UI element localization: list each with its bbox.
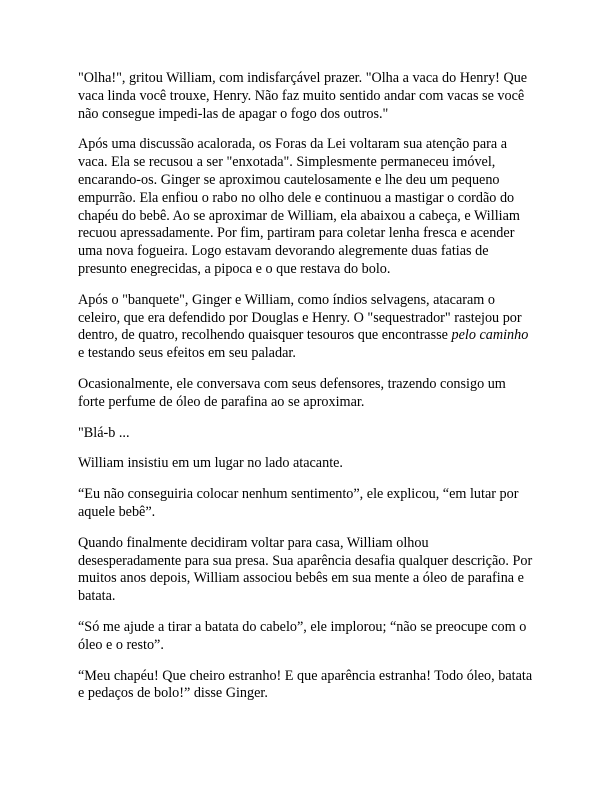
paragraph-10: “Meu chapéu! Que cheiro estranho! E que aparência estranha! Todo óleo, batata e pedaços de bolo!” disse Ginger. (78, 667, 533, 702)
paragraph-2: Após uma discussão acalorada, os Foras da Lei voltaram sua atenção para a vaca. Ela se recusou a ser "enxotada". Simplesmente permaneceu imóvel, encarando-os. Ginger se aproximou cautelosamente e lhe deu um pequeno empurrão. Ela enfiou o rabo no olho dele e continuou a mastigar o cordão do chapéu do bebê. Ao se aproximar de William, ela abaixou a cabeça, e William recuou apressadamente. Por fim, partiram para coletar lenha fresca e acender uma nova fogueira. Logo estavam devorando alegremente duas fatias de presunto enegrecidas, a pipoca e o que restava do bolo. (78, 136, 520, 277)
paragraph-3-text-start: Após o "banquete", Ginger e William, como índios selvagens, atacaram o celeiro, que era defendido por Douglas e Henry. O "sequestrador" rastejou por dentro, de quatro, recolhendo quaisquer tesouros que encontrasse (78, 291, 522, 344)
paragraph-7: “Eu não conseguiria colocar nenhum sentimento”, ele explicou, “em lutar por aquele bebê”. (78, 486, 519, 520)
paragraph-5: "Blá-b ... (78, 424, 130, 441)
paragraph-8: Quando finalmente decidiram voltar para casa, William olhou desesperadamente para sua presa. Sua aparência desafia qualquer descrição. Por muitos anos depois, William associou bebês em sua mente a óleo de parafina e batata. (78, 534, 533, 605)
paragraph-3-text-end: e testando seus efeitos em seu paladar. (78, 345, 296, 362)
paragraph-9: “Só me ajude a tirar a batata do cabelo”, ele implorou; “não se preocupe com o óleo e o resto”. (78, 618, 527, 653)
paragraph-6: William insistiu em um lugar no lado atacante. (78, 455, 343, 472)
paragraph-3 (78, 292, 534, 363)
paragraph-3-italic-phrase: pelo caminho (451, 327, 529, 344)
paragraph-1: "Olha!", gritou William, com indisfarçável prazer. "Olha a vaca do Henry! Que vaca linda você trouxe, Henry. Não faz muito sentido andar com vacas se você não consegue impedi-las de apagar o fogo dos outros." (78, 70, 528, 122)
paragraph-4: Ocasionalmente, ele conversava com seus defensores, trazendo consigo um forte perfume de óleo de parafina ao se aproximar. (78, 375, 506, 410)
